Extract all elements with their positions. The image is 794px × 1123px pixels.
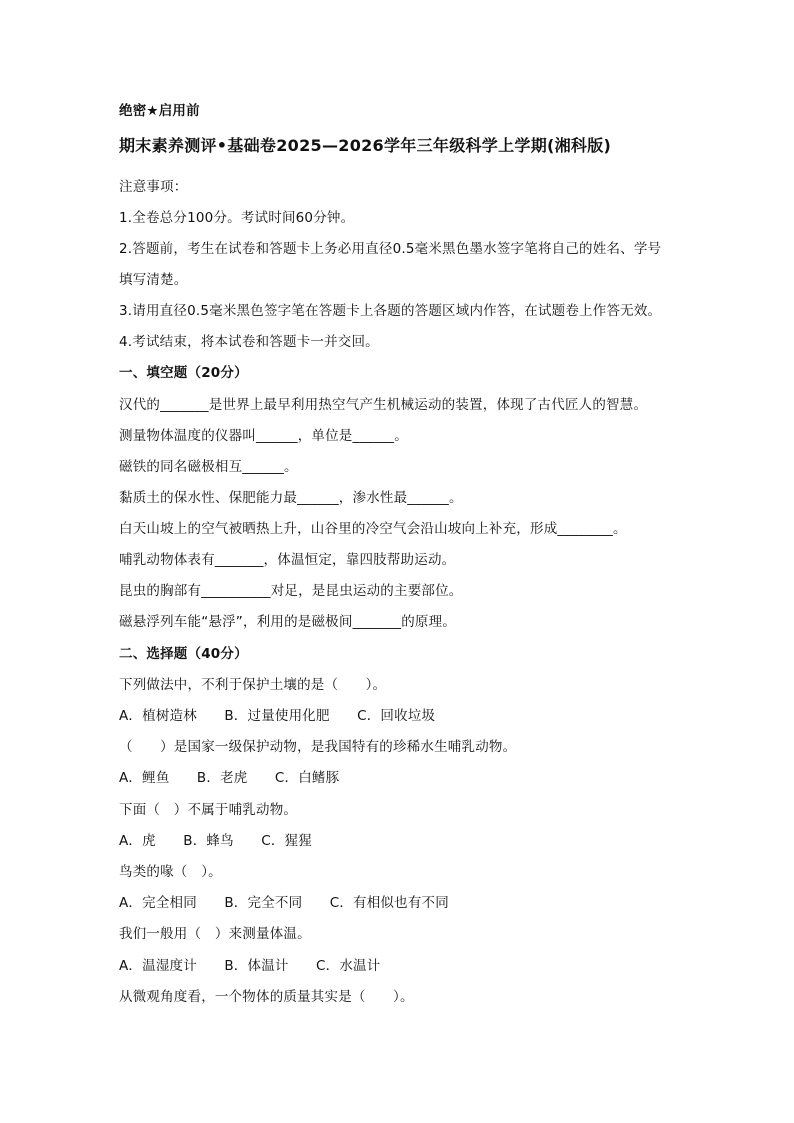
question-stem: 我们一般用（ ）来测量体温。 (119, 926, 311, 942)
notice-item: 2.答题前，考生在试卷和答题卡上务必用直径0.5毫米黑色墨水签字笔将自己的姓名、学号 (119, 241, 662, 257)
notice-item: 4.考试结束，将本试卷和答题卡一并交回。 (119, 334, 379, 350)
notice-item: 1.全卷总分100分。考试时间60分钟。 (119, 210, 355, 226)
notice-item: 填写清楚。 (119, 272, 188, 288)
question-item: 汉代的_______是世界上最早利用热空气产生机械运动的装置，体现了古代匠人的智慧。 (119, 397, 648, 413)
question-item: 白天山坡上的空气被晒热上升，山谷里的冷空气会沿山坡向上补充，形成________。 (119, 521, 627, 537)
question-item: 磁铁的同名磁极相互______。 (119, 459, 298, 475)
question-stem: 从微观角度看，一个物体的质量其实是（ ）。 (119, 989, 414, 1005)
notice-heading: 注意事项： (119, 179, 188, 195)
question-item: 磁悬浮列车能“悬浮”，利用的是磁极间_______的原理。 (119, 614, 457, 630)
page-title: 期末素养测评•基础卷2025—2026学年三年级科学上学期(湘科版) (119, 136, 612, 155)
section-heading-multiple-choice: 二、选择题（40分） (119, 646, 248, 662)
question-stem: （ ）是国家一级保护动物，是我国特有的珍稀水生哺乳动物。 (119, 739, 517, 755)
question-stem: 鸟类的喙（ ）。 (119, 864, 222, 880)
question-item: 黏质土的保水性、保肥能力最______，渗水性最______。 (119, 490, 463, 506)
question-item: 昆虫的胸部有__________对足，是昆虫运动的主要部位。 (119, 583, 463, 599)
question-item: 哺乳动物体表有_______，体温恒定，靠四肢帮助运动。 (119, 552, 456, 568)
question-stem: 下列做法中，不利于保护土壤的是（ ）。 (119, 677, 387, 693)
question-item: 测量物体温度的仪器叫______，单位是______。 (119, 428, 408, 444)
question-options: A．植树造林 B．过量使用化肥 C．回收垃圾 (119, 708, 436, 724)
question-options: A．温湿度计 B．体温计 C．水温计 (119, 958, 381, 974)
question-options: A．鲤鱼 B．老虎 C．白鳍豚 (119, 770, 340, 786)
notice-item: 3.请用直径0.5毫米黑色签字笔在答题卡上各题的答题区域内作答，在试题卷上作答无效。 (119, 303, 662, 319)
confidential-label: 绝密★启用前 (119, 103, 200, 119)
question-options: A．虎 B．蜂鸟 C．猩猩 (119, 833, 312, 849)
question-options: A．完全相同 B．完全不同 C．有相似也有不同 (119, 895, 449, 911)
section-heading-fill-blank: 一、填空题（20分） (119, 365, 248, 381)
question-stem: 下面（ ）不属于哺乳动物。 (119, 802, 298, 818)
